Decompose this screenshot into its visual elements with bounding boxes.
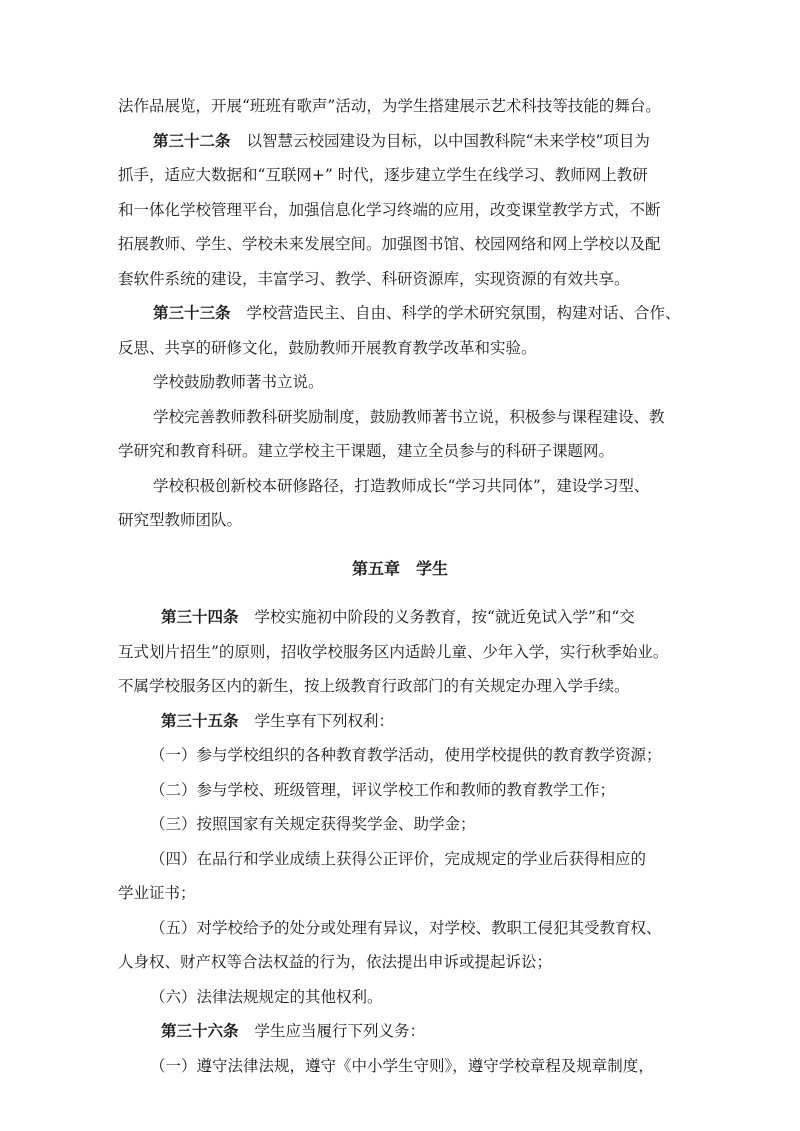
article-32: 第三十二条 以智慧云校园建设为目标，以中国教科院“未来学校”项目为	[153, 130, 650, 150]
paragraph-line: 不属学校服务区内的新生，按上级教育行政部门的有关规定办理入学手续。	[118, 677, 630, 695]
list-item: （一）遵守法律法规，遵守《中小学生守则》，遵守学校章程及规章制度，	[150, 1056, 654, 1075]
paragraph-line: 互式划片招生”的原则，招收学校服务区内适龄儿童、少年入学，实行秋季始业。	[118, 642, 669, 661]
paragraph-line: 学业证书；	[118, 884, 196, 902]
paragraph-line: 套软件系统的建设，丰富学习、教学、科研资源库，实现资源的有效共享。	[118, 269, 630, 288]
list-item: （三）按照国家有关规定获得奖学金、助学金；	[150, 815, 476, 833]
article-35: 第三十五条 学生享有下列权利：	[161, 710, 395, 730]
article-label: 第三十三条	[153, 303, 231, 322]
paragraph-line: 学校积极创新校本研修路径，打造教师成长“学习共同体”，建设学习型、	[153, 476, 650, 495]
paragraph-line: 和一体化学校管理平台，加强信息化学习终端的应用，改变课堂教学方式，不断	[118, 200, 661, 219]
paragraph-line: 抓手，适应大数据和“互联网+” 时代，逐步建立学生在线学习、教师网上教研	[118, 166, 648, 184]
paragraph-line: 拓展教师、学生、学校未来发展空间。加强图书馆、校园网络和网上学校以及配	[118, 235, 661, 253]
paragraph-line: 学校鼓励教师著书立说。	[153, 373, 324, 391]
list-item: （六）法律法规规定的其他权利。	[150, 987, 383, 1006]
chapter-heading: 第五章 学生	[351, 558, 448, 578]
list-item: （一）参与学校组织的各种教育教学活动，使用学校提供的教育教学资源；	[150, 746, 662, 764]
list-item: （四）在品行和学业成绩上获得公正评价，完成规定的学业后获得相应的	[150, 849, 647, 868]
article-label: 第三十二条	[153, 130, 231, 150]
paragraph-line: 学研究和教育科研。建立学校主干课题，建立全员参与的科研子课题网。	[118, 442, 615, 460]
article-33: 第三十三条 学校营造民主、自由、科学的学术研究氛围，构建对话、合作、	[153, 303, 681, 322]
article-36: 第三十六条 学生应当履行下列义务：	[161, 1021, 426, 1040]
article-label: 第三十六条	[161, 1021, 239, 1040]
list-item: （五）对学校给予的处分或处理有异议，对学校、教职工侵犯其受教育权、	[150, 918, 662, 937]
paragraph-line: 研究型教师团队。	[118, 511, 243, 529]
paragraph-line: 反思、共享的研修文化，鼓励教师开展教育教学改革和实验。	[118, 338, 537, 357]
article-label: 第三十五条	[161, 710, 239, 730]
paragraph-line: 法作品展览，开展“班班有歌声”活动，为学生搭建展示艺术科技等技能的舞台。	[118, 97, 661, 115]
article-34: 第三十四条 学校实施初中阶段的义务教育，按“就近免试入学”和“交	[161, 607, 635, 626]
paragraph-line: 人身权、财产权等合法权益的行为，依法提出申诉或提起诉讼；	[118, 953, 553, 971]
paragraph-line: 学校完善教师教科研奖励制度，鼓励教师著书立说，积极参与课程建设、教	[153, 407, 665, 426]
article-label: 第三十四条	[161, 607, 239, 626]
list-item: （二）参与学校、班级管理，评议学校工作和教师的教育教学工作；	[150, 780, 616, 799]
